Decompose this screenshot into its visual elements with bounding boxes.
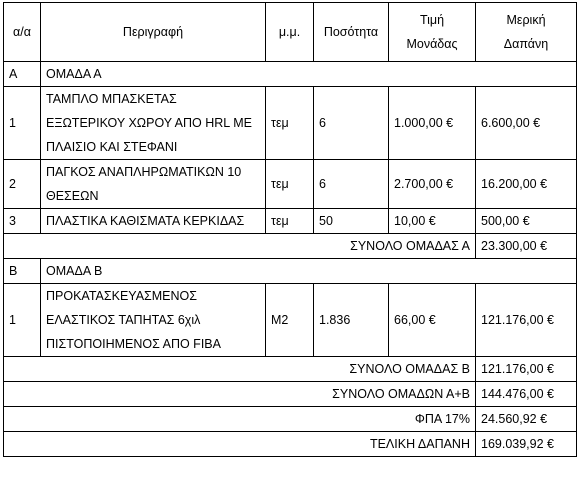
group-b-title: ΟΜΑΔΑ Β bbox=[41, 259, 577, 284]
header-row bbox=[4, 3, 577, 62]
budget-table bbox=[3, 2, 577, 457]
group-a-title: ΟΜΑΔΑ Α bbox=[41, 62, 577, 87]
item-description-line: ΕΛΑΣΤΙΚΟΣ ΤΑΠΗΤΑΣ 6χιλ bbox=[46, 313, 201, 327]
item-cost: 16.200,00 € bbox=[476, 160, 577, 209]
table-row bbox=[4, 160, 577, 209]
item-description-line: ΘΕΣΕΩΝ bbox=[46, 189, 99, 203]
table-row bbox=[4, 87, 577, 160]
item-aa: 3 bbox=[4, 209, 41, 234]
item-description-line: ΕΞΩΤΕΡΙΚΟΥ ΧΩΡΟΥ ΑΠΟ HRL ΜΕ bbox=[46, 116, 253, 130]
summary-label: ΣΥΝΟΛΟ ΟΜΑΔΩΝ Α+Β bbox=[4, 382, 476, 407]
summary-value: 169.039,92 € bbox=[476, 432, 577, 457]
item-aa: 1 bbox=[4, 284, 41, 357]
item-cost: 500,00 € bbox=[476, 209, 577, 234]
item-description bbox=[41, 87, 266, 160]
item-quantity: 6 bbox=[314, 87, 389, 160]
header-aa: α/α bbox=[4, 3, 41, 62]
item-quantity: 50 bbox=[314, 209, 389, 234]
group-b-total-row bbox=[4, 357, 577, 382]
summary-row-groups-total bbox=[4, 382, 577, 407]
summary-row-final-cost bbox=[4, 432, 577, 457]
item-unit-price: 1.000,00 € bbox=[389, 87, 476, 160]
header-partial-cost-line1: Μερική bbox=[506, 13, 546, 27]
item-description-line: ΠΙΣΤΟΠΟΙΗΜΕΝΟΣ ΑΠΟ FIBA bbox=[46, 337, 221, 351]
header-unit-price-line1: Τιμή bbox=[419, 13, 445, 27]
header-partial-cost bbox=[476, 3, 577, 62]
group-a-total-value: 23.300,00 € bbox=[476, 234, 577, 259]
group-a-total-row bbox=[4, 234, 577, 259]
item-description bbox=[41, 209, 266, 234]
item-description-line: ΠΑΓΚΟΣ ΑΝΑΠΛΗΡΩΜΑΤΙΚΩΝ 10 bbox=[46, 165, 242, 179]
summary-label: ΤΕΛΙΚΗ ΔΑΠΑΝΗ bbox=[4, 432, 476, 457]
summary-value: 144.476,00 € bbox=[476, 382, 577, 407]
table-row bbox=[4, 209, 577, 234]
item-unit: Μ2 bbox=[266, 284, 314, 357]
item-unit: τεμ bbox=[266, 209, 314, 234]
table-row bbox=[4, 284, 577, 357]
header-unit-price-line2: Μονάδας bbox=[406, 37, 458, 51]
item-description-line: ΠΛΑΣΤΙΚΑ ΚΑΘΙΣΜΑΤΑ ΚΕΡΚΙΔΑΣ bbox=[46, 214, 245, 228]
item-description bbox=[41, 284, 266, 357]
summary-value: 24.560,92 € bbox=[476, 407, 577, 432]
group-b-total-label: ΣΥΝΟΛΟ ΟΜΑΔΑΣ Β bbox=[4, 357, 476, 382]
item-cost: 121.176,00 € bbox=[476, 284, 577, 357]
group-b-row bbox=[4, 259, 577, 284]
header-unit: μ.μ. bbox=[266, 3, 314, 62]
header-unit-price bbox=[389, 3, 476, 62]
item-unit-price: 10,00 € bbox=[389, 209, 476, 234]
item-unit: τεμ bbox=[266, 87, 314, 160]
header-quantity: Ποσότητα bbox=[314, 3, 389, 62]
item-cost: 6.600,00 € bbox=[476, 87, 577, 160]
group-b-letter: Β bbox=[4, 259, 41, 284]
group-a-letter: Α bbox=[4, 62, 41, 87]
item-description-line: ΠΡΟΚΑΤΑΣΚΕΥΑΣΜΕΝΟΣ bbox=[46, 289, 197, 303]
item-description bbox=[41, 160, 266, 209]
group-b-total-value: 121.176,00 € bbox=[476, 357, 577, 382]
header-partial-cost-line2: Δαπάνη bbox=[503, 37, 549, 51]
group-a-row bbox=[4, 62, 577, 87]
item-unit: τεμ bbox=[266, 160, 314, 209]
item-quantity: 6 bbox=[314, 160, 389, 209]
summary-label: ΦΠΑ 17% bbox=[4, 407, 476, 432]
item-quantity: 1.836 bbox=[314, 284, 389, 357]
header-description: Περιγραφή bbox=[41, 3, 266, 62]
item-aa: 1 bbox=[4, 87, 41, 160]
item-aa: 2 bbox=[4, 160, 41, 209]
item-unit-price: 2.700,00 € bbox=[389, 160, 476, 209]
item-description-line: ΤΑΜΠΛΟ ΜΠΑΣΚΕΤΑΣ bbox=[46, 92, 177, 106]
group-a-total-label: ΣΥΝΟΛΟ ΟΜΑΔΑΣ Α bbox=[4, 234, 476, 259]
summary-row-vat bbox=[4, 407, 577, 432]
item-unit-price: 66,00 € bbox=[389, 284, 476, 357]
item-description-line: ΠΛΑΙΣΙΟ ΚΑΙ ΣΤΕΦΑΝΙ bbox=[46, 140, 178, 154]
